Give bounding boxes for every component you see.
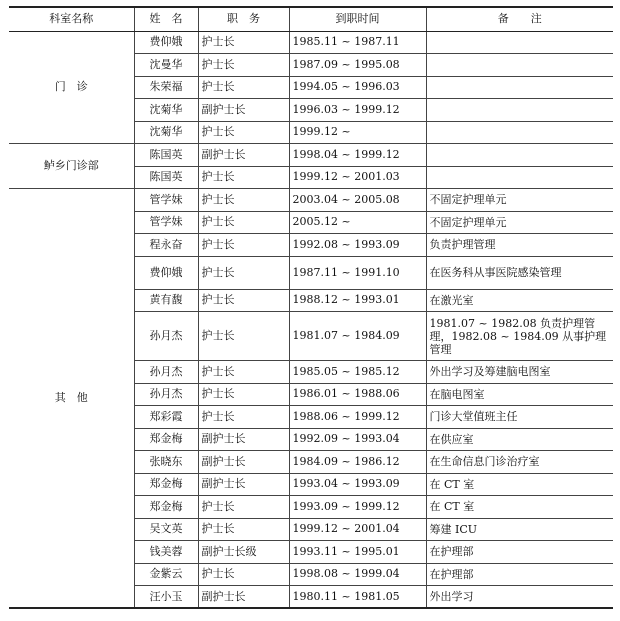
name-cell: 金紫云 — [134, 563, 198, 586]
time-cell: 1998.04 ~ 1999.12 — [289, 144, 426, 167]
table-body — [9, 31, 613, 608]
head-nurse-table — [9, 6, 613, 609]
note-cell — [426, 31, 613, 54]
time-cell: 1993.11 ~ 1995.01 — [289, 541, 426, 564]
name-cell: 郑金梅 — [134, 496, 198, 519]
title-cell: 护士长 — [198, 234, 289, 257]
time-cell: 1993.09 ~ 1999.12 — [289, 496, 426, 519]
title-cell: 护士长 — [198, 383, 289, 406]
header-note: 备 注 — [426, 7, 613, 31]
title-cell: 护士长 — [198, 76, 289, 99]
time-cell: 1999.12 ~ — [289, 121, 426, 144]
note-cell: 门诊大堂值班主任 — [429, 410, 518, 424]
name-cell: 郑金梅 — [134, 428, 198, 451]
name-cell: 陈国英 — [134, 144, 198, 167]
header-title: 职 务 — [198, 7, 289, 31]
note-cell: 在护理部 — [429, 567, 474, 581]
time-cell: 1987.11 ~ 1991.10 — [289, 256, 426, 289]
time-cell: 1994.05 ~ 1996.03 — [289, 76, 426, 99]
name-cell: 陈国英 — [134, 166, 198, 189]
time-cell: 1999.12 ~ 2001.04 — [289, 518, 426, 541]
time-cell: 1996.03 ~ 1999.12 — [289, 99, 426, 122]
title-cell: 护士长 — [198, 496, 289, 519]
time-cell: 1998.08 ~ 1999.04 — [289, 563, 426, 586]
time-cell: 1992.09 ~ 1993.04 — [289, 428, 426, 451]
name-cell: 孙月杰 — [134, 361, 198, 384]
title-cell: 副护士长 — [198, 428, 289, 451]
note-cell — [426, 166, 613, 189]
time-cell: 2003.04 ~ 2005.08 — [289, 189, 426, 212]
name-cell: 程永奋 — [134, 234, 198, 257]
note-cell: 在护理部 — [429, 545, 474, 559]
name-cell: 朱荣福 — [134, 76, 198, 99]
note-cell — [426, 121, 613, 144]
name-cell: 管学妹 — [134, 189, 198, 212]
header-time: 到职时间 — [289, 7, 426, 31]
title-cell: 护士长 — [198, 563, 289, 586]
name-cell: 汪小玉 — [134, 586, 198, 609]
title-cell: 护士长 — [198, 211, 289, 234]
title-cell: 副护士长 — [198, 144, 289, 167]
title-cell: 护士长 — [198, 166, 289, 189]
time-cell: 1984.09 ~ 1986.12 — [289, 451, 426, 474]
name-cell: 钱美蓉 — [134, 541, 198, 564]
title-cell: 副护士长 — [198, 451, 289, 474]
name-cell: 孙月杰 — [134, 383, 198, 406]
title-cell: 护士长 — [198, 31, 289, 54]
time-cell: 1980.11 ~ 1981.05 — [289, 586, 426, 609]
name-cell: 吴文英 — [134, 518, 198, 541]
table-row — [9, 31, 613, 54]
note-cell: 在生命信息门诊治疗室 — [429, 455, 540, 469]
header-name: 姓 名 — [134, 7, 198, 31]
note-cell: 1981.07 ~ 1982.08 负责护理管理，1982.08 ~ 1984.09 从事护理管理 — [429, 316, 607, 356]
note-cell: 在 CT 室 — [429, 477, 475, 491]
time-cell: 2005.12 ~ — [289, 211, 426, 234]
title-cell: 护士长 — [198, 121, 289, 144]
note-cell: 在 CT 室 — [429, 500, 475, 514]
time-cell: 1988.06 ~ 1999.12 — [289, 406, 426, 429]
time-cell: 1993.04 ~ 1993.09 — [289, 473, 426, 496]
name-cell: 费仰娥 — [134, 31, 198, 54]
note-cell: 在医务科从事医院感染管理 — [429, 266, 562, 279]
title-cell: 护士长 — [198, 256, 289, 289]
time-cell: 1992.08 ~ 1993.09 — [289, 234, 426, 257]
time-cell: 1988.12 ~ 1993.01 — [289, 289, 426, 312]
time-cell: 1999.12 ~ 2001.03 — [289, 166, 426, 189]
header-row — [9, 7, 613, 31]
name-cell: 黄有馥 — [134, 289, 198, 312]
title-cell: 副护士长级 — [198, 541, 289, 564]
note-cell: 不固定护理单元 — [429, 215, 507, 229]
note-cell: 在脑电图室 — [429, 387, 485, 401]
table-header — [9, 7, 613, 31]
note-cell: 外出学习 — [429, 590, 474, 603]
title-cell: 护士长 — [198, 54, 289, 77]
time-cell: 1987.09 ~ 1995.08 — [289, 54, 426, 77]
note-cell: 筹建 ICU — [429, 522, 478, 536]
name-cell: 费仰娥 — [134, 256, 198, 289]
title-cell: 副护士长 — [198, 586, 289, 609]
time-cell: 1981.07 ~ 1984.09 — [289, 312, 426, 361]
title-cell: 护士长 — [198, 518, 289, 541]
note-cell — [426, 99, 613, 122]
name-cell: 孙月杰 — [134, 312, 198, 361]
name-cell: 沈菊华 — [134, 121, 198, 144]
name-cell: 沈菊华 — [134, 99, 198, 122]
title-cell: 副护士长 — [198, 473, 289, 496]
name-cell: 郑彩霞 — [134, 406, 198, 429]
note-cell: 在供应室 — [429, 432, 474, 446]
title-cell: 护士长 — [198, 406, 289, 429]
time-cell: 1985.05 ~ 1985.12 — [289, 361, 426, 384]
table-row — [9, 189, 613, 212]
name-cell: 管学妹 — [134, 211, 198, 234]
note-cell: 外出学习及筹建脑电图室 — [429, 365, 551, 379]
note-cell — [426, 144, 613, 167]
dept-cell: 鲈乡门诊部 — [9, 144, 134, 189]
note-cell — [426, 76, 613, 99]
note-cell: 在激光室 — [429, 293, 474, 307]
title-cell: 护士长 — [198, 312, 289, 361]
note-cell: 负责护理管理 — [429, 238, 496, 252]
dept-cell: 门 诊 — [9, 31, 134, 144]
title-cell: 护士长 — [198, 361, 289, 384]
name-cell: 张晓东 — [134, 451, 198, 474]
table-row — [9, 144, 613, 167]
time-cell: 1986.01 ~ 1988.06 — [289, 383, 426, 406]
time-cell: 1985.11 ~ 1987.11 — [289, 31, 426, 54]
header-dept: 科室名称 — [9, 7, 134, 31]
title-cell: 副护士长 — [198, 99, 289, 122]
title-cell: 护士长 — [198, 189, 289, 212]
title-cell: 护士长 — [198, 289, 289, 312]
note-cell — [426, 54, 613, 77]
dept-cell: 其 他 — [9, 189, 134, 609]
name-cell: 沈曼华 — [134, 54, 198, 77]
name-cell: 郑金梅 — [134, 473, 198, 496]
note-cell: 不固定护理单元 — [429, 193, 507, 207]
